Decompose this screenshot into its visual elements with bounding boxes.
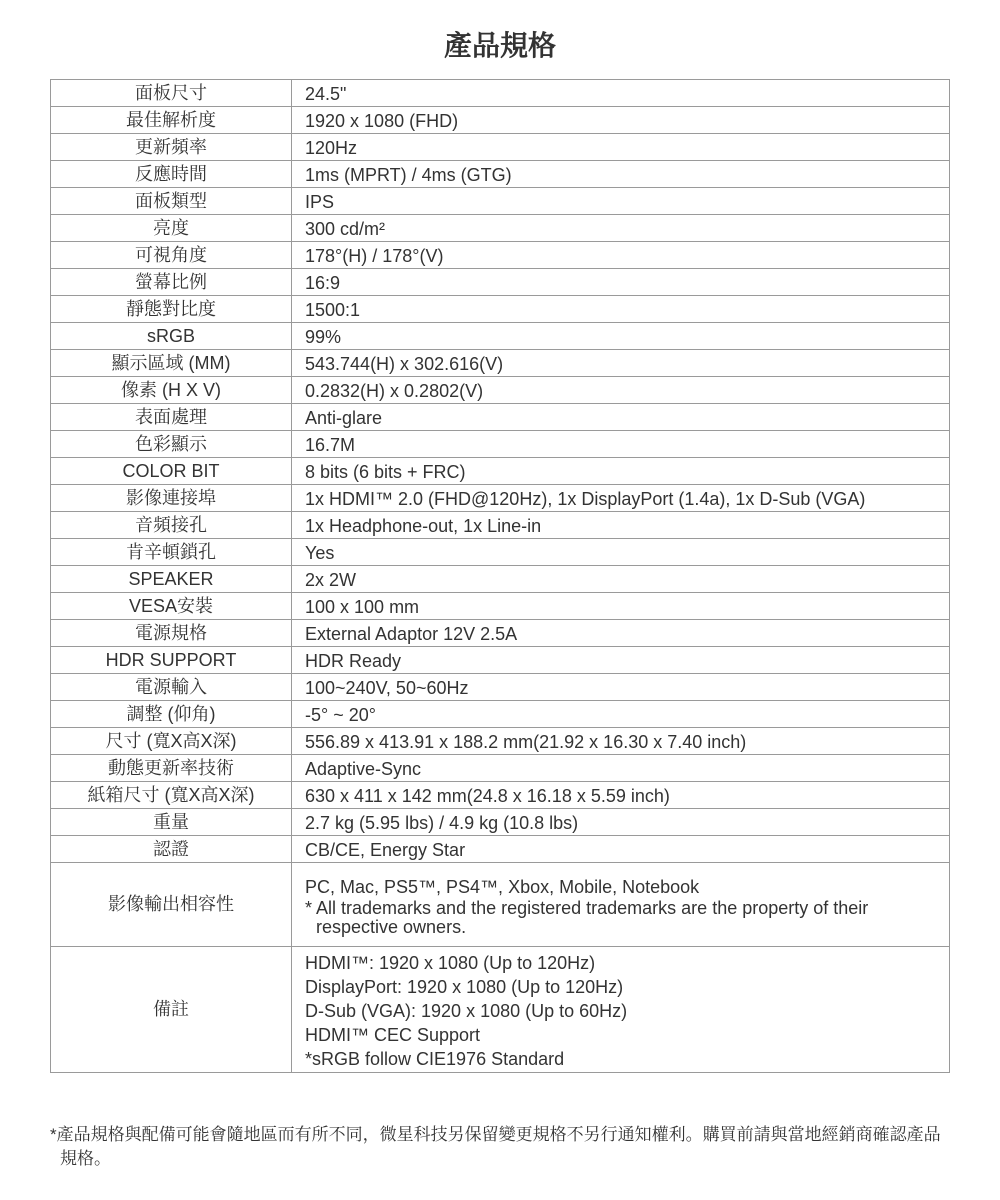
remark-line: HDMI™: 1920 x 1080 (Up to 120Hz) [305, 953, 596, 973]
spec-label: 靜態對比度 [51, 296, 292, 323]
page-title: 產品規格 [443, 30, 556, 61]
spec-label: sRGB [51, 323, 292, 350]
table-row [51, 809, 950, 836]
spec-value: 100 x 100 mm [292, 593, 950, 620]
spec-value: 1500:1 [292, 296, 950, 323]
spec-label: 反應時間 [51, 161, 292, 188]
spec-label: 螢幕比例 [51, 269, 292, 296]
table-row [51, 512, 950, 539]
table-row [51, 620, 950, 647]
spec-value: External Adaptor 12V 2.5A [292, 620, 950, 647]
spec-value: 300 cd/m² [292, 215, 950, 242]
table-row [51, 782, 950, 809]
table-row [51, 350, 950, 377]
remark-line: *sRGB follow CIE1976 Standard [305, 1049, 565, 1069]
remark-line: HDMI™ CEC Support [305, 1025, 481, 1045]
spec-value: Adaptive-Sync [292, 755, 950, 782]
spec-label: HDR SUPPORT [51, 647, 292, 674]
spec-label: 更新頻率 [51, 134, 292, 161]
remarks-value [292, 947, 950, 1073]
remark-line: DisplayPort: 1920 x 1080 (Up to 120Hz) [305, 977, 624, 997]
spec-label: VESA安裝 [51, 593, 292, 620]
spec-table [50, 79, 950, 1073]
table-row [51, 431, 950, 458]
spec-value: 1920 x 1080 (FHD) [292, 107, 950, 134]
spec-label: 亮度 [51, 215, 292, 242]
table-row [51, 107, 950, 134]
disclaimer-footnote: *產品規格與配備可能會隨地區而有所不同，微星科技另保留變更規格不另行通知權利。購買前請與當地經銷商確認產品規格。 [50, 1125, 941, 1168]
spec-value: Anti-glare [292, 404, 950, 431]
spec-label: 電源規格 [51, 620, 292, 647]
spec-value: 556.89 x 413.91 x 188.2 mm(21.92 x 16.30 x 7.40 inch) [292, 728, 950, 755]
spec-value: 0.2832(H) x 0.2802(V) [292, 377, 950, 404]
table-row [51, 593, 950, 620]
table-row [51, 647, 950, 674]
spec-value: 8 bits (6 bits + FRC) [292, 458, 950, 485]
spec-value: 24.5" [292, 80, 950, 107]
spec-label: 影像連接埠 [51, 485, 292, 512]
spec-value: 100~240V, 50~60Hz [292, 674, 950, 701]
spec-value: 1ms (MPRT) / 4ms (GTG) [292, 161, 950, 188]
spec-value: 630 x 411 x 142 mm(24.8 x 16.18 x 5.59 inch) [292, 782, 950, 809]
spec-label: 肯辛頓鎖孔 [51, 539, 292, 566]
trademark-note: * All trademarks and the registered trademarks are the property of their respective owners. [305, 898, 869, 937]
table-row [51, 80, 950, 107]
table-row [51, 836, 950, 863]
spec-label: 動態更新率技術 [51, 755, 292, 782]
spec-label: 色彩顯示 [51, 431, 292, 458]
spec-value: 2x 2W [292, 566, 950, 593]
spec-label: SPEAKER [51, 566, 292, 593]
spec-value: IPS [292, 188, 950, 215]
spec-value: 16.7M [292, 431, 950, 458]
spec-label: 尺寸 (寬X高X深) [51, 728, 292, 755]
spec-value: 1x HDMI™ 2.0 (FHD@120Hz), 1x DisplayPort (1.4a), 1x D-Sub (VGA) [292, 485, 950, 512]
table-row [51, 566, 950, 593]
compat-devices: PC, Mac, PS5™, PS4™, Xbox, Mobile, Notebook [305, 877, 700, 897]
table-row [51, 242, 950, 269]
spec-label: 面板尺寸 [51, 80, 292, 107]
spec-label: 表面處理 [51, 404, 292, 431]
spec-label: 調整 (仰角) [51, 701, 292, 728]
spec-label: 重量 [51, 809, 292, 836]
table-row [51, 701, 950, 728]
table-row [51, 377, 950, 404]
table-row [51, 188, 950, 215]
spec-label: 顯示區域 (MM) [51, 350, 292, 377]
spec-value: 2.7 kg (5.95 lbs) / 4.9 kg (10.8 lbs) [292, 809, 950, 836]
table-row [51, 404, 950, 431]
spec-value: 1x Headphone-out, 1x Line-in [292, 512, 950, 539]
table-row [51, 296, 950, 323]
table-row [51, 215, 950, 242]
spec-value: 178°(H) / 178°(V) [292, 242, 950, 269]
remarks-label: 備註 [51, 947, 292, 1073]
spec-value: 120Hz [292, 134, 950, 161]
spec-value: 16:9 [292, 269, 950, 296]
table-row [51, 134, 950, 161]
table-row [51, 323, 950, 350]
table-row-remarks [51, 947, 950, 1073]
spec-label: 像素 (H X V) [51, 377, 292, 404]
spec-label: 面板類型 [51, 188, 292, 215]
table-row [51, 269, 950, 296]
table-row [51, 728, 950, 755]
spec-value: 99% [292, 323, 950, 350]
table-row [51, 674, 950, 701]
spec-label: 音頻接孔 [51, 512, 292, 539]
spec-label: 最佳解析度 [51, 107, 292, 134]
table-row-compat [51, 863, 950, 947]
compat-label: 影像輸出相容性 [51, 863, 292, 947]
table-row [51, 161, 950, 188]
table-row [51, 485, 950, 512]
spec-value: HDR Ready [292, 647, 950, 674]
spec-label: 電源輸入 [51, 674, 292, 701]
table-row [51, 458, 950, 485]
spec-label: 可視角度 [51, 242, 292, 269]
spec-value: CB/CE, Energy Star [292, 836, 950, 863]
table-row [51, 755, 950, 782]
spec-value: -5° ~ 20° [292, 701, 950, 728]
remark-line: D-Sub (VGA): 1920 x 1080 (Up to 60Hz) [305, 1001, 628, 1021]
spec-value: 543.744(H) x 302.616(V) [292, 350, 950, 377]
compat-value [292, 863, 950, 947]
spec-label: 紙箱尺寸 (寬X高X深) [51, 782, 292, 809]
spec-value: Yes [292, 539, 950, 566]
table-row [51, 539, 950, 566]
spec-label: 認證 [51, 836, 292, 863]
spec-label: COLOR BIT [51, 458, 292, 485]
